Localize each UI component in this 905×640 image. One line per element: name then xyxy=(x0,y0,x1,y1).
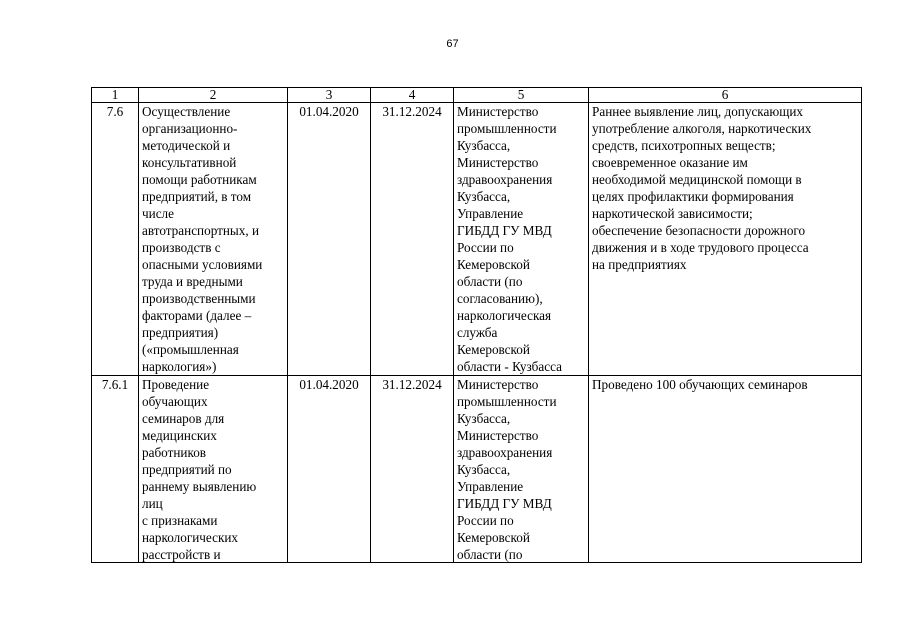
text-line: Управление xyxy=(457,479,524,494)
text-line: промышленности xyxy=(457,394,557,409)
text-line: расстройств и xyxy=(142,547,221,562)
column-header: 1 xyxy=(92,88,139,103)
text-line: здравоохранения xyxy=(457,172,553,187)
text-line: Раннее выявление лиц, допускающих xyxy=(592,104,804,119)
result-cell xyxy=(589,376,862,563)
text-line: Проведено 100 обучающих семинаров xyxy=(592,377,808,392)
text-line: помощи работникам xyxy=(142,172,257,187)
text-line: факторами (далее – xyxy=(142,308,252,323)
text-line: наркологических xyxy=(142,530,239,545)
column-header: 4 xyxy=(371,88,454,103)
text-line: области (по xyxy=(457,274,523,289)
text-line: необходимой медицинской помощи в xyxy=(592,172,802,187)
result-cell xyxy=(589,103,862,376)
column-header: 3 xyxy=(288,88,371,103)
text-line: Министерство xyxy=(457,104,539,119)
text-line: производственными xyxy=(142,291,256,306)
text-line: России по xyxy=(457,513,514,528)
text-line: согласованию), xyxy=(457,291,543,306)
text-line: своевременное оказание им xyxy=(592,155,748,170)
column-header: 2 xyxy=(139,88,288,103)
text-line: России по xyxy=(457,240,514,255)
text-line: наркотической зависимости; xyxy=(592,206,753,221)
text-line: числе xyxy=(142,206,174,221)
text-line: Кузбасса, xyxy=(457,462,511,477)
text-line: семинаров для xyxy=(142,411,225,426)
text-line: наркологическая xyxy=(457,308,552,323)
text-line: употребление алкоголя, наркотических xyxy=(592,121,812,136)
text-line: автотранспортных, и xyxy=(142,223,260,238)
text-line: Кузбасса, xyxy=(457,138,511,153)
end-date: 31.12.2024 xyxy=(371,376,454,563)
text-line: на предприятиях xyxy=(592,257,687,272)
text-line: медицинских xyxy=(142,428,217,443)
text-line: Кемеровской xyxy=(457,530,530,545)
text-line: средств, психотропных веществ; xyxy=(592,138,776,153)
text-line: труда и вредными xyxy=(142,274,243,289)
text-line: целях профилактики формирования xyxy=(592,189,794,204)
text-line: консультативной xyxy=(142,155,237,170)
text-line: предприятий, в том xyxy=(142,189,252,204)
text-line: обеспечение безопасности дорожного xyxy=(592,223,806,238)
text-line: Министерство xyxy=(457,377,539,392)
text-line: Кузбасса, xyxy=(457,411,511,426)
activity-cell xyxy=(139,376,288,563)
table-row xyxy=(92,376,862,563)
text-line: Кемеровской xyxy=(457,257,530,272)
start-date: 01.04.2020 xyxy=(288,376,371,563)
text-line: промышленности xyxy=(457,121,557,136)
column-header: 5 xyxy=(454,88,589,103)
text-line: предприятий по xyxy=(142,462,232,477)
column-number-row xyxy=(92,88,862,103)
row-number: 7.6.1 xyxy=(92,376,139,563)
end-date: 31.12.2024 xyxy=(371,103,454,376)
activity-cell xyxy=(139,103,288,376)
text-line: Кузбасса, xyxy=(457,189,511,204)
text-line: с признаками xyxy=(142,513,218,528)
text-line: производств с xyxy=(142,240,221,255)
executor-cell xyxy=(454,103,589,376)
table-row xyxy=(92,103,862,376)
text-line: Кемеровской xyxy=(457,342,530,357)
text-line: Министерство xyxy=(457,428,539,443)
text-line: («промышленная xyxy=(142,342,239,357)
text-line: раннему выявлению xyxy=(142,479,257,494)
text-line: Министерство xyxy=(457,155,539,170)
executor-cell xyxy=(454,376,589,563)
text-line: области - Кузбасса xyxy=(457,359,562,374)
plan-table xyxy=(91,87,862,563)
text-line: ГИБДД ГУ МВД xyxy=(457,223,552,238)
text-line: методической и xyxy=(142,138,231,153)
text-line: предприятия) xyxy=(142,325,219,340)
text-line: Проведение xyxy=(142,377,210,392)
page-number: 67 xyxy=(446,38,459,50)
text-line: здравоохранения xyxy=(457,445,553,460)
text-line: области (по xyxy=(457,547,523,562)
text-line: наркология») xyxy=(142,359,217,374)
row-number: 7.6 xyxy=(92,103,139,376)
text-line: обучающих xyxy=(142,394,208,409)
text-line: служба xyxy=(457,325,498,340)
start-date: 01.04.2020 xyxy=(288,103,371,376)
text-line: опасными условиями xyxy=(142,257,263,272)
text-line: лиц xyxy=(142,496,163,511)
text-line: движения и в ходе трудового процесса xyxy=(592,240,809,255)
text-line: Осуществление xyxy=(142,104,231,119)
column-header: 6 xyxy=(589,88,862,103)
text-line: ГИБДД ГУ МВД xyxy=(457,496,552,511)
text-line: работников xyxy=(142,445,207,460)
text-line: Управление xyxy=(457,206,524,221)
text-line: организационно- xyxy=(142,121,238,136)
